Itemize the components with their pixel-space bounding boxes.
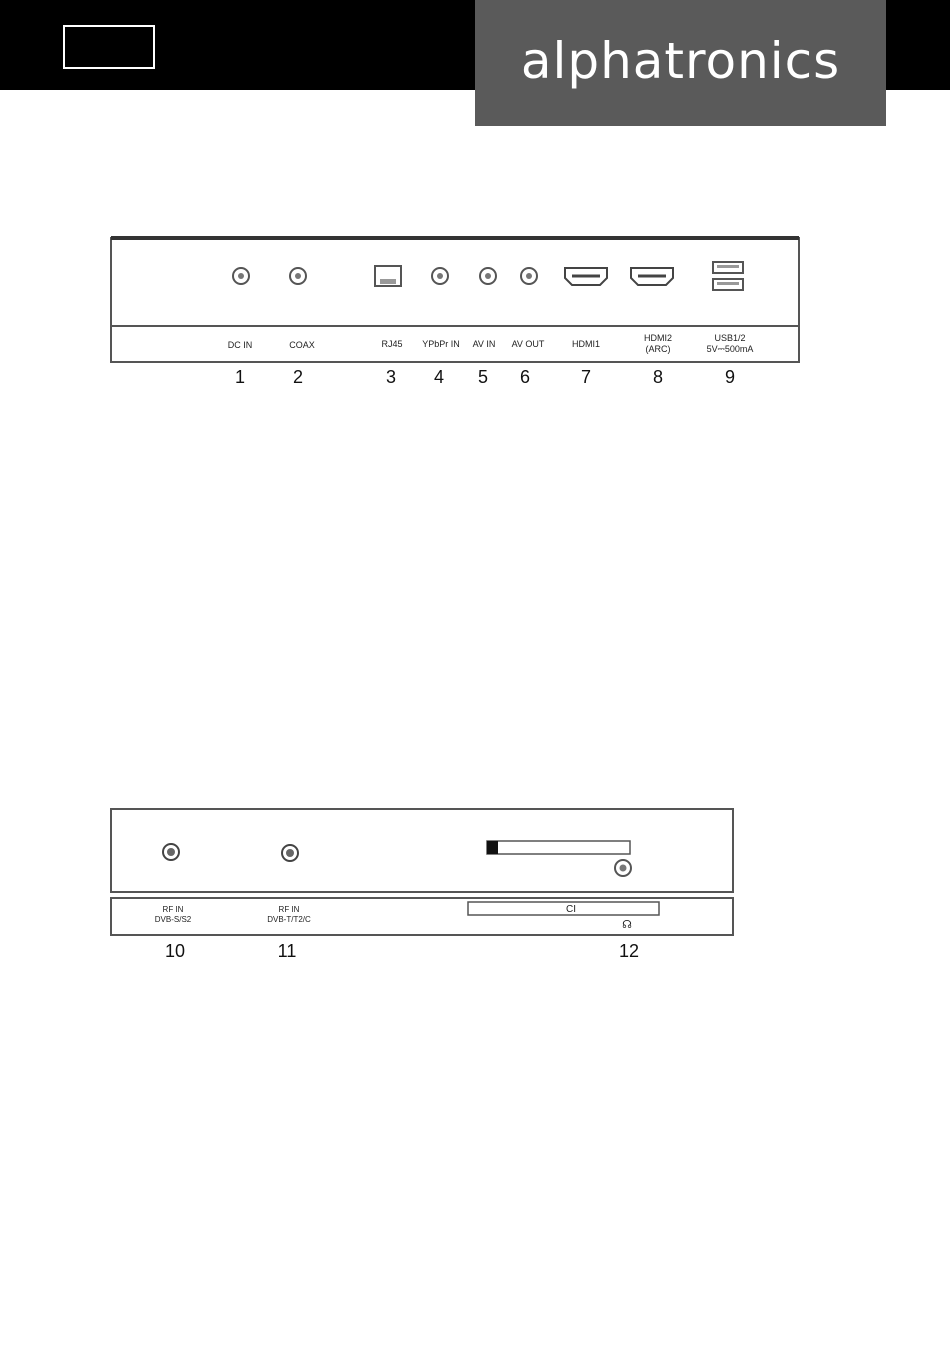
port-number: 8	[652, 367, 664, 387]
port-label-usb-power: 5V⎓500mA	[706, 344, 754, 354]
round-jack-icon	[432, 268, 448, 284]
port-label-hdmi1: HDMI1	[571, 339, 601, 349]
port-number: 2	[292, 367, 304, 387]
port-label-ci: CI	[566, 904, 576, 915]
port-label-rf-in-terr: RF IN	[278, 905, 300, 914]
port-label-hdmi2-arc: (ARC)	[645, 344, 671, 354]
port-label-av-in: AV IN	[472, 339, 496, 349]
port-label-ypbpr: YPbPr IN	[422, 339, 460, 349]
port-label-usb: USB1/2	[714, 333, 746, 343]
port-label-rf-in-terr-std: DVB-T/T2/C	[267, 915, 311, 924]
port-label-rf-in-sat: RF IN	[162, 905, 184, 914]
port-label-dc-in: DC IN	[227, 340, 253, 350]
brand-tab	[475, 0, 886, 126]
hdmi-port-icon	[631, 268, 673, 285]
side-connector-diagram	[0, 800, 950, 975]
coax-connector-icon	[163, 844, 179, 860]
side-panel-body	[111, 809, 733, 892]
rear-panel-body	[111, 238, 799, 326]
port-label-av-out: AV OUT	[511, 339, 545, 349]
page-number-box	[63, 25, 155, 69]
port-number: 4	[433, 367, 445, 387]
port-number: 7	[580, 367, 592, 387]
round-jack-icon	[233, 268, 249, 284]
headphone-symbol: ☊	[622, 919, 632, 931]
rj45-port-icon	[375, 266, 401, 286]
hdmi-port-icon	[565, 268, 607, 285]
port-number: 1	[234, 367, 246, 387]
port-label-rj45: RJ45	[381, 339, 403, 349]
round-jack-icon	[521, 268, 537, 284]
ci-slot-label-box	[468, 902, 659, 915]
round-jack-icon	[480, 268, 496, 284]
port-label-rf-in-sat-std: DVB-S/S2	[154, 915, 192, 924]
headphone-jack-icon	[615, 860, 631, 876]
port-label-coax: COAX	[289, 340, 315, 350]
port-label-hdmi2: HDMI2	[643, 333, 673, 343]
ci-slot-icon	[487, 841, 630, 854]
port-number: 12	[618, 941, 640, 961]
coax-connector-icon	[282, 845, 298, 861]
port-number: 11	[277, 941, 297, 961]
port-number: 6	[519, 367, 531, 387]
port-number: 9	[724, 367, 736, 387]
brand-logo: alphatronics	[520, 32, 841, 90]
rear-connector-diagram	[0, 230, 950, 400]
round-jack-icon	[290, 268, 306, 284]
port-number: 3	[385, 367, 397, 387]
port-number: 5	[477, 367, 489, 387]
port-number: 10	[164, 941, 186, 961]
